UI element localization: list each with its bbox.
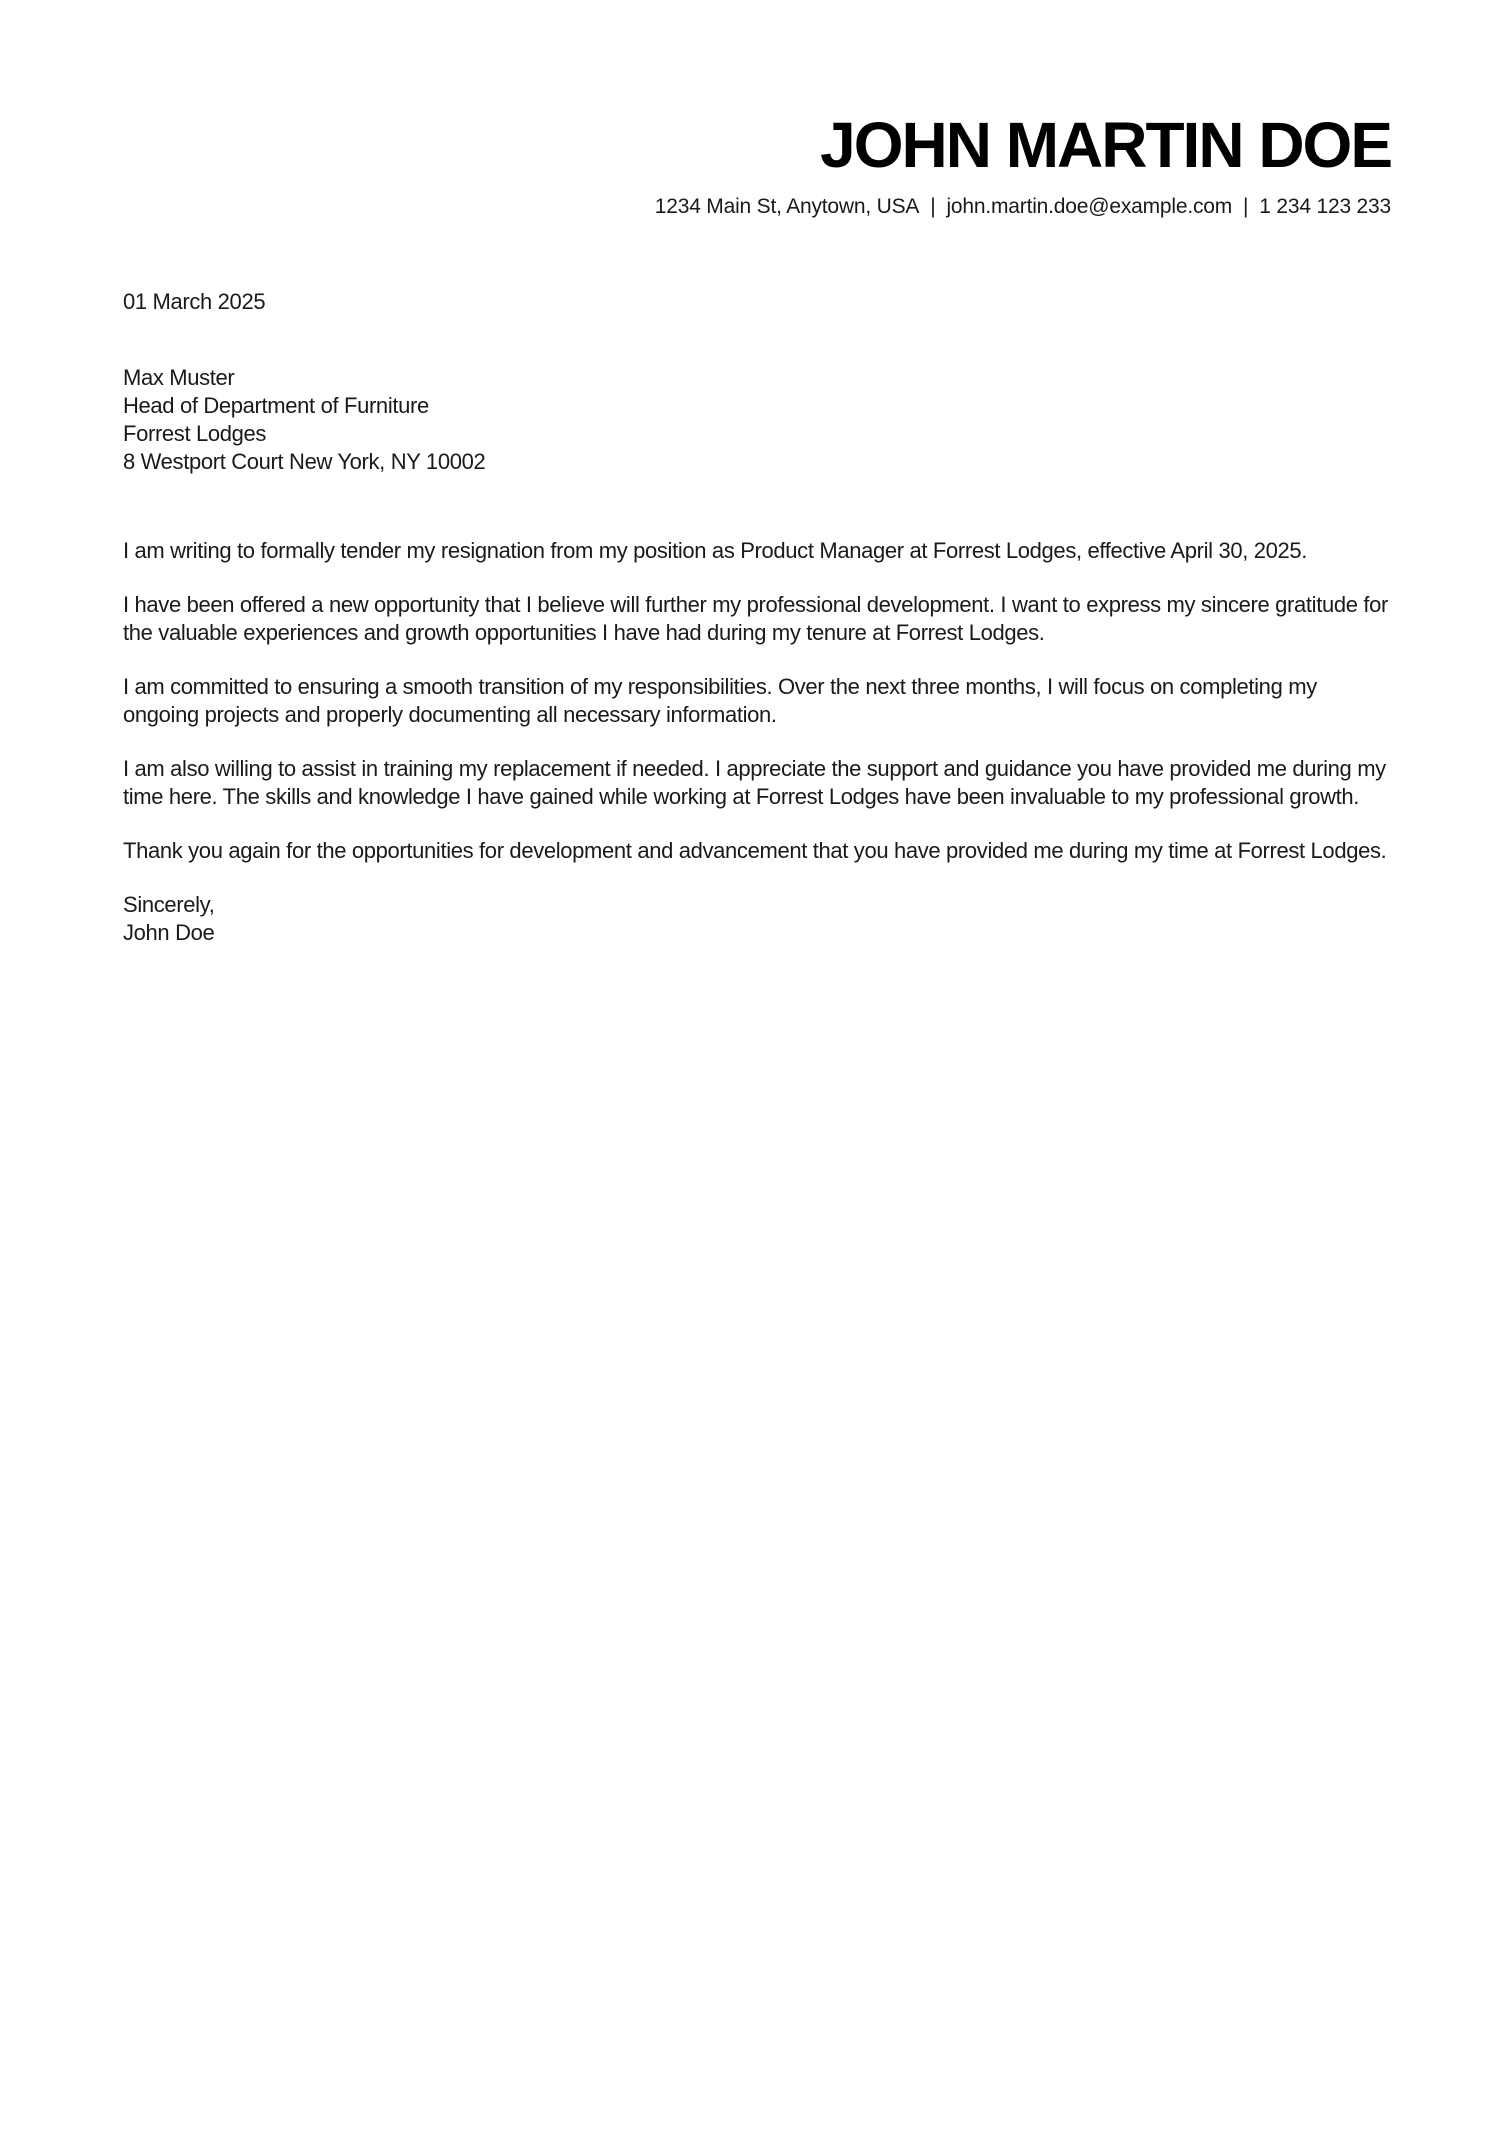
letter-paragraph: Thank you again for the opportunities for development and advancement that you have provided me during my time at Forrest Lodges. — [123, 838, 1387, 863]
letter-paragraph: I am also willing to assist in training my replacement if needed. I appreciate the support and guidance you have provided me during my time here. The skills and knowledge I have gained while working at Forrest Lodges have been invaluable to my professional growth. — [123, 756, 1386, 809]
closing-signature: John Doe — [123, 920, 215, 945]
letter-header — [123, 109, 1391, 219]
closing-salutation: Sincerely, — [123, 892, 215, 917]
letter-paragraph: I have been offered a new opportunity that I believe will further my professional development. I want to express my sincere gratitude for the valuable experiences and growth opportunities I have had during my tenure at Forrest Lodges. — [123, 592, 1389, 645]
closing-block — [123, 891, 1391, 947]
recipient-title: Head of Department of Furniture — [123, 393, 429, 418]
recipient-company: Forrest Lodges — [123, 421, 267, 446]
recipient-address: 8 Westport Court New York, NY 10002 — [123, 449, 486, 474]
recipient-name: Max Muster — [123, 365, 235, 390]
recipient-block — [123, 364, 1391, 476]
sender-phone: 1 234 123 233 — [1259, 195, 1391, 219]
contact-separator: | — [1243, 195, 1249, 219]
letter-paragraph: I am committed to ensuring a smooth transition of my responsibilities. Over the next three months, I will focus on completing my ongoing projects and properly documenting all necessary information. — [123, 674, 1317, 727]
sender-contact-line — [123, 195, 1391, 219]
letter-paragraph: I am writing to formally tender my resignation from my position as Product Manager at Forrest Lodges, effective April 30, 2025. — [123, 538, 1308, 563]
sender-email: john.martin.doe@example.com — [946, 195, 1233, 219]
letter-body — [123, 288, 1391, 947]
letter-date: 01 March 2025 — [123, 289, 266, 314]
sender-name: JOHN MARTIN DOE — [820, 109, 1391, 181]
contact-separator: | — [930, 195, 936, 219]
sender-address: 1234 Main St, Anytown, USA — [654, 195, 920, 219]
